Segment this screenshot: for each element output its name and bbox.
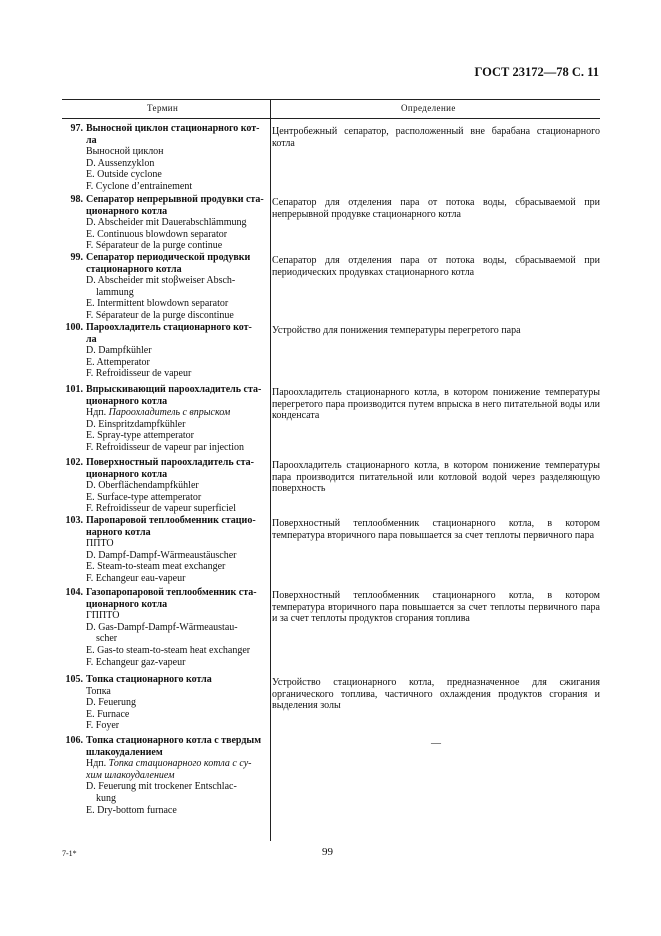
gost-page-header: ГОСТ 23172—78 С. 11 — [474, 65, 599, 79]
table-header — [62, 99, 600, 119]
page-number: 99 — [322, 846, 333, 858]
term-block: 97. Выносной циклон стационарного кот- ла Выносной циклон D. Aussenzyklon E. Outside cyclone F. Cyclone d’entrainement — [70, 123, 260, 192]
definition-text: Сепаратор для отделения пара от потока воды, сбрасываемой при непрерывной продувке стационарного котла — [272, 197, 600, 220]
definition-text: Пароохладитель стационарного котла, в котором понижение температуры перегретого пара производится путем впрыска в него питательной воды или конденсата — [272, 387, 600, 422]
column-divider — [270, 99, 271, 841]
terms-column-header: Термин — [147, 103, 179, 113]
term-block: 99. Сепаратор периодической продувки стационарного котла D. Abscheider mit stoβweiser Absch- lammung E. Intermittent blowdown separator F. Séparateur de la purge discontinue — [70, 252, 251, 321]
definition-text: Устройство стационарного котла, предназначенное для сжигания органического топлива, частичного охлаждения продуктов сгорания и выделения золы — [272, 677, 600, 712]
definition-text: Поверхностный теплообменник стационарного котла, в котором температура вторичного пара повышается за счет теплоты первичного пара и за счет теплоты продуктов сгорания топлива — [272, 590, 600, 625]
footer-mark: 7-1* — [62, 849, 77, 858]
definition-text: Сепаратор для отделения пара от потока воды, сбрасываемой при периодических продувках стационарного котла — [272, 255, 600, 278]
definition-text: Центробежный сепаратор, расположенный вне барабана стационарного котла — [272, 126, 600, 149]
term-block: 98. Сепаратор непрерывной продувки ста- ционарного котла D. Abscheider mit Dauerabschlämmung E. Continuous blowdown separator F. Séparateur de la purge continue — [70, 194, 264, 252]
term-block: 103. Паропаровой теплообменник стацио- нарного котла ППТО D. Dampf-Dampf-Wärmeaustäuscher E. Steam-to-steam meat exchanger F. Echangeur eau-vapeur — [65, 515, 256, 584]
definition-dash: — — [431, 738, 441, 749]
term-block: 100. Пароохладитель стационарного кот- ла D. Dampfkühler E. Attemperator F. Refroidisseur de vapeur — [65, 322, 252, 380]
term-block: 106. Топка стационарного котла с твердым шлакоудалением Ндп. Топка стационарного котла с су- хим шлакоудалением D. Feuerung mit trockener Entschlac- kung E. Dry-bottom furnace — [65, 735, 262, 816]
term-block: 101. Впрыскивающий пароохладитель ста- ционарного котла Ндп. Пароохладитель с впрыском D. Einspritzdampfkühler E. Spray-type attemperator F. Refroidisseur de vapeur par injection — [65, 384, 262, 453]
definition-column-header: Определение — [401, 103, 456, 113]
term-block: 104. Газопаропаровой теплообменник ста- ционарного котла ГППТО D. Gas-Dampf-Dampf-Wärmeaustau- scher E. Gas-to steam-to-steam heat exchanger F. Echangeur gaz-vapeur — [65, 587, 257, 668]
definition-text: Пароохладитель стационарного котла, в котором понижение температуры пара производится питательной или котловой водой через разделяющую поверхность — [272, 460, 600, 495]
term-block: 102. Поверхностный пароохладитель ста- ционарного котла D. Oberflächendampfkühler E. Surface-type attemperator F. Refroidisseur de vapeur superficiel — [65, 457, 254, 515]
definition-text: Поверхностный теплообменник стационарного котла, в котором температура вторичного пара повышается за счет теплоты первичного пара — [272, 518, 600, 541]
term-block: 105. Топка стационарного котла Топка D. Feuerung E. Furnace F. Foyer — [65, 674, 212, 732]
definition-text: Устройство для понижения температуры перегретого пара — [272, 325, 521, 336]
